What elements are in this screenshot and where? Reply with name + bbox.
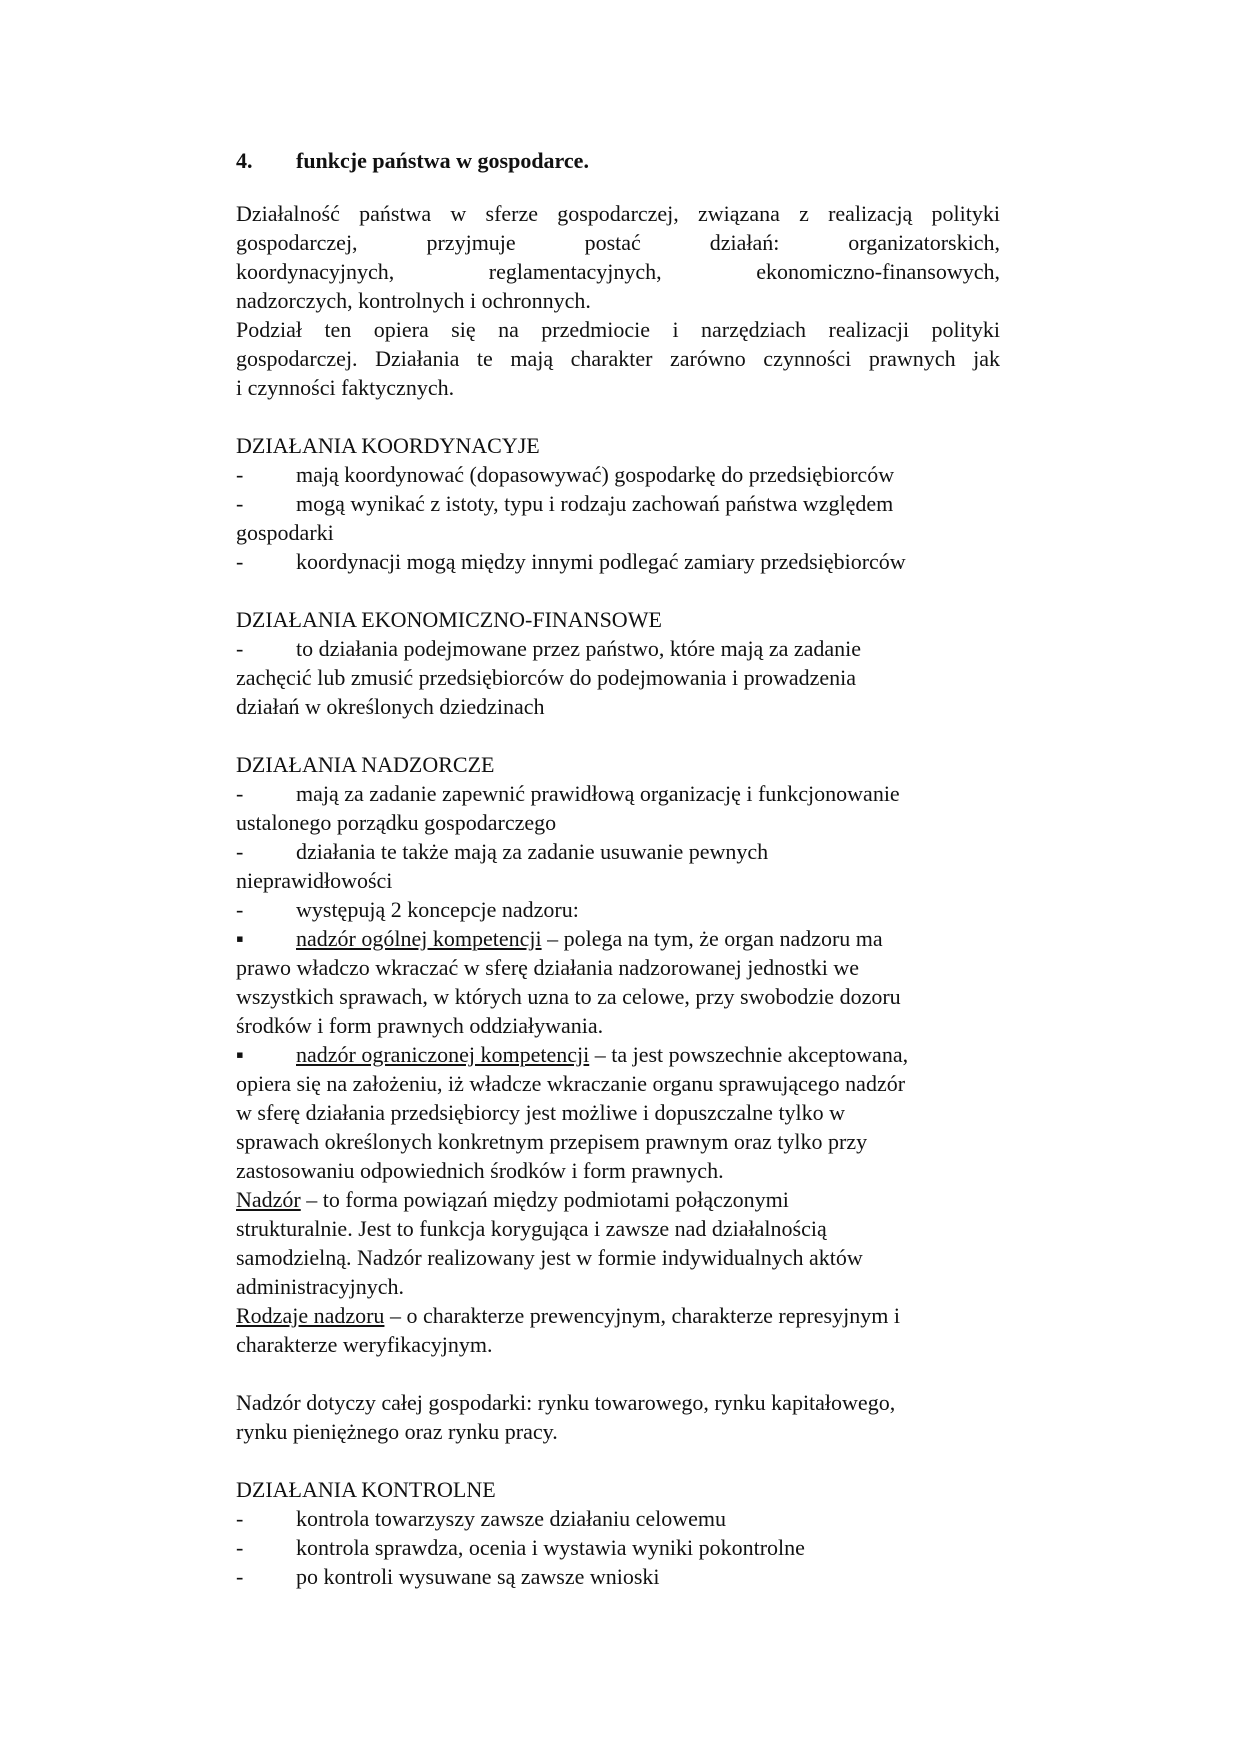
definition-line: – o charakterze prewencyjnym, charakterze represyjnym i (384, 1303, 900, 1328)
heading-text: funkcje państwa w gospodarce. (296, 148, 589, 173)
list-item (236, 460, 1000, 489)
dash-marker: - (236, 897, 244, 922)
bullet-line: – polega na tym, że organ nadzoru ma (541, 926, 883, 951)
list-item (236, 489, 1000, 518)
dash-marker: - (236, 1564, 244, 1589)
list-item-text: kontrola towarzyszy zawsze działaniu celowemu (296, 1506, 727, 1531)
dash-marker: - (236, 1506, 244, 1531)
rodzaje-definition (236, 1301, 1000, 1330)
scope-line: rynku pieniężnego oraz rynku pracy. (236, 1419, 558, 1444)
list-item-continuation: działań w określonych dziedzinach (236, 694, 545, 719)
list-item (236, 837, 1000, 866)
term-underlined: nadzór ogólnej kompetencji (296, 926, 542, 951)
document-body (236, 146, 1000, 1591)
list-item-continuation: ustalonego porządku gospodarczego (236, 810, 557, 835)
section-title-kontrolne: DZIAŁANIA KONTROLNE (236, 1477, 496, 1502)
list-item-text: to działania podejmowane przez państwo, które mają za zadanie (296, 636, 862, 661)
list-item-continuation: nieprawidłowości (236, 868, 393, 893)
square-bullet-icon: ▪ (236, 1042, 244, 1067)
list-item (236, 634, 1000, 663)
bullet-text (296, 1040, 908, 1069)
scope-line: Nadzór dotyczy całej gospodarki: rynku towarowego, rynku kapitałowego, (236, 1390, 896, 1415)
bullet-continuation: w sferę działania przedsiębiorcy jest możliwe i dopuszczalne tylko w (236, 1100, 846, 1125)
intro-paragraph (236, 199, 1000, 402)
dash-marker: - (236, 491, 244, 516)
list-item (236, 1533, 1000, 1562)
section-title-nadzorcze: DZIAŁANIA NADZORCZE (236, 752, 495, 777)
list-item-text: kontrola sprawdza, ocenia i wystawia wyniki pokontrolne (296, 1535, 805, 1560)
term-underlined: nadzór ograniczonej kompetencji (296, 1042, 590, 1067)
list-item-text: mogą wynikać z istoty, typu i rodzaju zachowań państwa względem (296, 491, 894, 516)
paragraph-gap (236, 1359, 1000, 1388)
nadzor-definition (236, 1185, 1000, 1214)
list-item-text: koordynacji mogą między innymi podlegać zamiary przedsiębiorców (296, 549, 906, 574)
bullet-continuation: zastosowaniu odpowiednich środków i form prawnych. (236, 1158, 724, 1183)
dash-marker: - (236, 781, 244, 806)
bullet-item (236, 924, 1000, 953)
bullet-continuation: prawo władczo wkraczać w sferę działania nadzorowanej jednostki we (236, 955, 860, 980)
bullet-item (236, 1040, 1000, 1069)
definition-line: charakterze weryfikacyjnym. (236, 1332, 493, 1357)
bullet-continuation: środków i form prawnych oddziaływania. (236, 1013, 604, 1038)
page-title (236, 146, 1000, 175)
list-item (236, 1504, 1000, 1533)
definition-line: strukturalnie. Jest to funkcja korygująca i zawsze nad działalnością (236, 1216, 827, 1241)
square-bullet-icon: ▪ (236, 926, 244, 951)
intro-line: gospodarczej, przyjmuje postać działań: organizatorskich, (236, 230, 1000, 255)
definition-line: – to forma powiązań między podmiotami połączonymi (300, 1187, 789, 1212)
bullet-line: – ta jest powszechnie akceptowana, (589, 1042, 909, 1067)
bullet-text (296, 924, 883, 953)
list-item-continuation: gospodarki (236, 520, 334, 545)
bullet-continuation: sprawach określonych konkretnym przepisem prawnym oraz tylko przy (236, 1129, 868, 1154)
intro-line: i czynności faktycznych. (236, 375, 455, 400)
intro-line: nadzorczych, kontrolnych i ochronnych. (236, 288, 591, 313)
list-item (236, 895, 1000, 924)
dash-marker: - (236, 1535, 244, 1560)
term-underlined: Nadzór (236, 1187, 301, 1212)
bullet-continuation: opiera się na założeniu, iż władcze wkraczanie organu sprawującego nadzór (236, 1071, 906, 1096)
list-item-text: występują 2 koncepcje nadzoru: (296, 897, 579, 922)
intro-line: Działalność państwa w sferze gospodarczej, związana z realizacją polityki (236, 201, 1000, 226)
definition-line: administracyjnych. (236, 1274, 405, 1299)
list-item-continuation: zachęcić lub zmusić przedsiębiorców do podejmowania i prowadzenia (236, 665, 857, 690)
term-underlined: Rodzaje nadzoru (236, 1303, 385, 1328)
heading-number: 4. (236, 148, 253, 173)
list-item-text: po kontroli wysuwane są zawsze wnioski (296, 1564, 660, 1589)
definition-line: samodzielną. Nadzór realizowany jest w formie indywidualnych aktów (236, 1245, 863, 1270)
intro-line: Podział ten opiera się na przedmiocie i narzędziach realizacji polityki (236, 317, 1000, 342)
bullet-continuation: wszystkich sprawach, w których uzna to za celowe, przy swobodzie dozoru (236, 984, 901, 1009)
list-item (236, 779, 1000, 808)
list-item-text: działania te także mają za zadanie usuwanie pewnych (296, 839, 769, 864)
list-item-text: mają koordynować (dopasowywać) gospodarkę do przedsiębiorców (296, 462, 895, 487)
dash-marker: - (236, 839, 244, 864)
list-item-text: mają za zadanie zapewnić prawidłową organizację i funkcjonowanie (296, 781, 900, 806)
dash-marker: - (236, 636, 244, 661)
dash-marker: - (236, 462, 244, 487)
section-title-ekonomiczno: DZIAŁANIA EKONOMICZNO-FINANSOWE (236, 607, 662, 632)
intro-line: gospodarczej. Działania te mają charakter zarówno czynności prawnych jak (236, 346, 1000, 371)
list-item (236, 1562, 1000, 1591)
dash-marker: - (236, 549, 244, 574)
intro-line: koordynacyjnych, reglamentacyjnych, ekonomiczno-finansowych, (236, 259, 1000, 284)
list-item (236, 547, 1000, 576)
section-title-koordynacyje: DZIAŁANIA KOORDYNACYJE (236, 433, 540, 458)
